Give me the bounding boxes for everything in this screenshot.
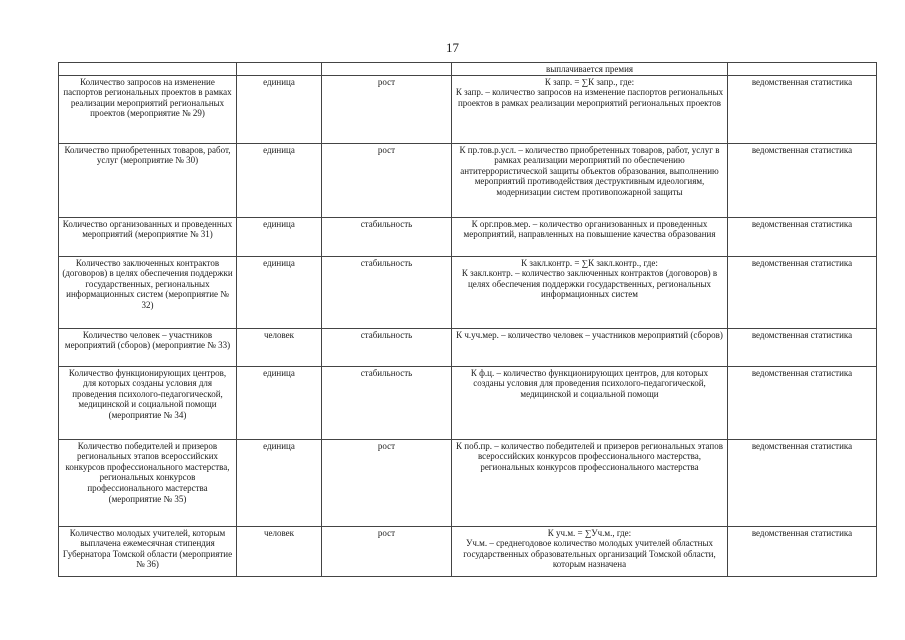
dynamics-cell: рост (322, 143, 452, 217)
table-row (59, 256, 877, 328)
indicator-cell: Количество молодых учителей, которым выплачена ежемесячная стипендия Губернатора Томской области (мероприятие № 36) (59, 526, 237, 576)
source-cell: ведомственная статистика (728, 143, 877, 217)
table-row (59, 217, 877, 256)
table-row (59, 366, 877, 439)
formula-line: К пр.тов.р.усл. – количество приобретенных товаров, работ, услуг в рамках реализации мероприятий по обеспечению антитеррористической защиты объектов образования, выполнению мероприятий противодействия деструктивным идеологиям, модернизации систем противопожарной защиты (459, 144, 720, 197)
source-cell: ведомственная статистика (728, 217, 877, 256)
formula-cell (452, 328, 728, 366)
formula-cell (452, 143, 728, 217)
formula-line: К орг.пров.мер. – количество организованных и проведенных мероприятий, направленных на повышение качества образования (463, 218, 716, 240)
dynamics-cell: стабильность (322, 256, 452, 328)
source-cell: ведомственная статистика (728, 328, 877, 366)
unit-cell: единица (237, 75, 322, 143)
table-row (59, 328, 877, 366)
source-cell: ведомственная статистика (728, 526, 877, 576)
unit-cell: единица (237, 143, 322, 217)
unit-cell: человек (237, 526, 322, 576)
indicator-cell: Количество человек – участников мероприятий (сборов) (мероприятие № 33) (59, 328, 237, 366)
formula-line: К закл.контр. – количество заключенных контрактов (договоров) в целях обеспечения поддержки государственных, региональных информационных систем (461, 268, 718, 300)
formula-line: К поб.пр. – количество победителей и призеров региональных этапов всероссийских конкурсов профессионального мастерства, региональных конкурсов профессионального мастерства (456, 440, 723, 472)
dynamics-cell: стабильность (322, 328, 452, 366)
indicator-cell (59, 63, 237, 76)
unit-cell: единица (237, 366, 322, 439)
source-cell: ведомственная статистика (728, 75, 877, 143)
formula-line: К запр. – количество запросов на изменение паспортов региональных проектов в рамках реализации мероприятий региональных проектов (455, 87, 724, 108)
indicator-cell: Количество приобретенных товаров, работ, услуг (мероприятие № 30) (59, 143, 237, 217)
source-cell: ведомственная статистика (728, 439, 877, 526)
dynamics-cell: стабильность (322, 217, 452, 256)
unit-cell (237, 63, 322, 76)
dynamics-cell: стабильность (322, 366, 452, 439)
formula-cell (452, 366, 728, 439)
source-cell: ведомственная статистика (728, 366, 877, 439)
indicators-table (58, 62, 877, 577)
formula-cell (452, 217, 728, 256)
unit-cell: человек (237, 328, 322, 366)
table-row (59, 439, 877, 526)
indicator-cell: Количество организованных и проведенных мероприятий (мероприятие № 31) (59, 217, 237, 256)
formula-line: К уч.м. = ∑Уч.м., где: (547, 527, 632, 538)
unit-cell: единица (237, 256, 322, 328)
formula-line: Уч.м. – среднегодовое количество молодых учителей областных государственных образовательных организаций Томской области, которым назначена (463, 538, 716, 570)
formula-cell (452, 75, 728, 143)
indicator-cell: Количество победителей и призеров региональных этапов всероссийских конкурсов профессионального мастерства, региональных конкурсов профессионального мастерства (мероприятие № 35) (59, 439, 237, 526)
unit-cell: единица (237, 439, 322, 526)
source-cell: ведомственная статистика (728, 256, 877, 328)
table-row (59, 526, 877, 576)
formula-cell (452, 256, 728, 328)
formula-line: К ч.уч.мер. – количество человек – участников мероприятий (сборов) (456, 329, 723, 340)
formula-line: К запр. = ∑К запр., где: (544, 76, 635, 87)
indicator-cell: Количество заключенных контрактов (договоров) в целях обеспечения поддержки государственных, региональных информационных систем (мероприятие № 32) (59, 256, 237, 328)
formula-line: К ф.ц. – количество функционирующих центров, для которых созданы условия для проведения психолого-педагогической, медицинской и социальной помощи (470, 367, 709, 399)
page-number: 17 (446, 40, 459, 55)
table-row (59, 75, 877, 143)
unit-cell: единица (237, 217, 322, 256)
source-cell (728, 63, 877, 76)
formula-cell (452, 526, 728, 576)
dynamics-cell: рост (322, 439, 452, 526)
indicator-cell: Количество функционирующих центров, для которых созданы условия для проведения психолого-педагогической, медицинской и социальной помощи (мероприятие № 34) (59, 366, 237, 439)
dynamics-cell (322, 63, 452, 76)
formula-line: К закл.контр. = ∑К закл.контр., где: (521, 257, 658, 268)
formula-cell (452, 439, 728, 526)
formula-cell: выплачивается премия (452, 63, 728, 76)
dynamics-cell: рост (322, 75, 452, 143)
table-row-continuation (59, 63, 877, 76)
table-row (59, 143, 877, 217)
indicator-cell: Количество запросов на изменение паспортов региональных проектов в рамках реализации мероприятий региональных проектов (мероприятие № 29) (59, 75, 237, 143)
dynamics-cell: рост (322, 526, 452, 576)
